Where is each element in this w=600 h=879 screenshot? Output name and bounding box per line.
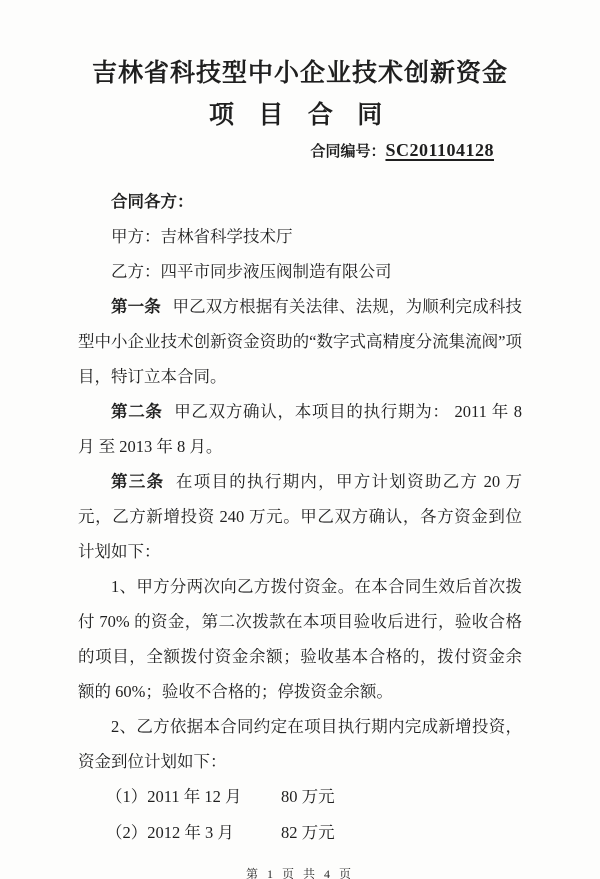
article-1-label: 第一条 — [111, 297, 161, 316]
article-3-label: 第三条 — [111, 472, 165, 491]
party-a-line: 甲方：吉林省科学技术厅 — [111, 227, 293, 246]
article-2-label: 第二条 — [111, 402, 163, 421]
schedule-row-2 — [106, 815, 522, 851]
article-1 — [78, 289, 522, 394]
contract-number-line — [78, 138, 494, 164]
schedule-row-1 — [106, 779, 522, 815]
article-2 — [78, 394, 522, 464]
contract-body — [78, 184, 522, 851]
schedule-row-1-amount: 80 万元 — [281, 787, 335, 806]
contract-number-label: 合同编号： — [310, 143, 386, 160]
article-3-text: 在项目的执行期内，甲方计划资助乙方 20 万元，乙方新增投资 240 万元。甲乙双方确认，各方资金到位计划如下： — [78, 472, 523, 561]
page-footer — [78, 865, 522, 879]
parties-heading: 合同各方： — [111, 192, 194, 211]
clause-1: 1、甲方分两次向乙方拨付资金。在本合同生效后首次拨付 70% 的资金，第二次拨款在本项目验收后进行，验收合格的项目，全额拨付资金余额；验收基本合格的，拨付资金余额的 60%；验收不合格的；停拨资金余额。 — [78, 577, 522, 701]
article-2-text: 甲乙双方确认，本项目的执行期为： 2011 年 8 月 至 2013 年 8 月。 — [78, 402, 523, 456]
clause-2: 2、乙方依据本合同约定在项目执行期内完成新增投资，资金到位计划如下： — [78, 717, 522, 771]
schedule-row-1-date: （1）2011 年 12 月 — [106, 787, 242, 806]
document-header — [78, 0, 522, 164]
article-1-text: 甲乙双方根据有关法律、法规，为顺利完成科技型中小企业技术创新资金资助的“数字式高精度分流集流阀”项目，特订立本合同。 — [78, 297, 523, 386]
schedule-row-2-date: （2）2012 年 3 月 — [106, 823, 234, 842]
article-3 — [78, 464, 522, 569]
page-number: 第 1 页 共 4 页 — [245, 867, 354, 879]
contract-number-value: SC201104128 — [385, 140, 494, 160]
schedule-row-2-amount: 82 万元 — [281, 823, 335, 842]
document-title: 吉林省科技型中小企业技术创新资金 — [91, 59, 508, 87]
document-subtitle: 项 目 合 同 — [208, 101, 392, 129]
party-b-line: 乙方：四平市同步液压阀制造有限公司 — [111, 262, 392, 281]
